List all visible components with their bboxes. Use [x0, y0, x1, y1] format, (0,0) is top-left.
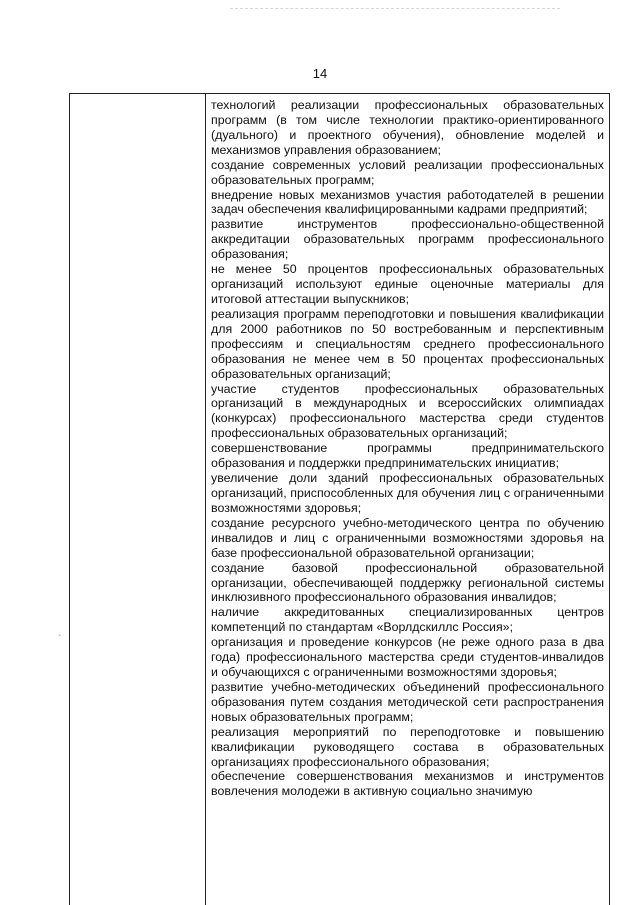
list-item: развитие учебно-методических объединений профессионального образования путем создания методической сети распространения новых образовательных программ; — [211, 679, 604, 724]
scan-artifact-line — [230, 8, 560, 11]
margin-mark: ` — [58, 634, 62, 645]
list-item: развитие инструментов профессионально-общественной аккредитации образовательных программ профессионального образования; — [211, 217, 604, 262]
list-item: наличие аккредитованных специализированных центров компетенций по стандартам «Ворлдскиллс Россия»; — [211, 605, 604, 635]
list-item: обеспечение совершенствования механизмов и инструментов вовлечения молодежи в активную социально значимую — [211, 769, 604, 799]
list-item: реализация программ переподготовки и повышения квалификации для 2000 работников по 50 востребованным и перспективным профессиям и специальностям среднего профессионального образования не менее чем в 50 процентах профессиональных образовательных организаций; — [211, 306, 604, 381]
table-right-column — [211, 98, 604, 799]
list-item: внедрение новых механизмов участия работодателей в решении задач обеспечения квалифицированными кадрами предприятий; — [211, 187, 604, 217]
list-item: не менее 50 процентов профессиональных образовательных организаций используют единые оценочные материалы для итоговой аттестации выпускников; — [211, 262, 604, 306]
document-table — [69, 93, 610, 905]
list-item: создание современных условий реализации профессиональных образовательных программ; — [211, 157, 604, 187]
list-item: совершенствование программы предпринимательского образования и поддержки предпринимательских инициатив; — [211, 441, 604, 471]
list-item: реализация мероприятий по переподготовке и повышению квалификации руководящего состава в образовательных организациях профессионального образования; — [211, 724, 604, 769]
list-item: технологий реализации профессиональных образовательных программ (в том числе технологии практико-ориентированного (дуального) и проектного обучения), обновление моделей и механизмов управления образованием; — [211, 98, 604, 157]
list-item: участие студентов профессиональных образовательных организаций в международных и всероссийских олимпиадах (конкурсах) профессионального мастерства среди студентов профессиональных образовательных организаций; — [211, 381, 604, 441]
list-item: создание базовой профессиональной образовательной организации, обеспечивающей поддержку региональной системы инклюзивного профессионального образования инвалидов; — [211, 560, 604, 605]
page-number: 14 — [312, 66, 328, 81]
list-item: организация и проведение конкурсов (не реже одного раза в два года) профессионального мастерства среди студентов-инвалидов и обучающихся с ограниченными возможностями здоровья; — [211, 635, 604, 680]
list-item: увеличение доли зданий профессиональных образовательных организаций, приспособленных для обучения лиц с ограниченными возможностями здоровья; — [211, 471, 604, 515]
table-left-column — [70, 94, 206, 905]
list-item: создание ресурсного учебно-методического центра по обучению инвалидов и лиц с ограниченными возможностями здоровья на базе профессиональной образовательной организации; — [211, 515, 604, 560]
